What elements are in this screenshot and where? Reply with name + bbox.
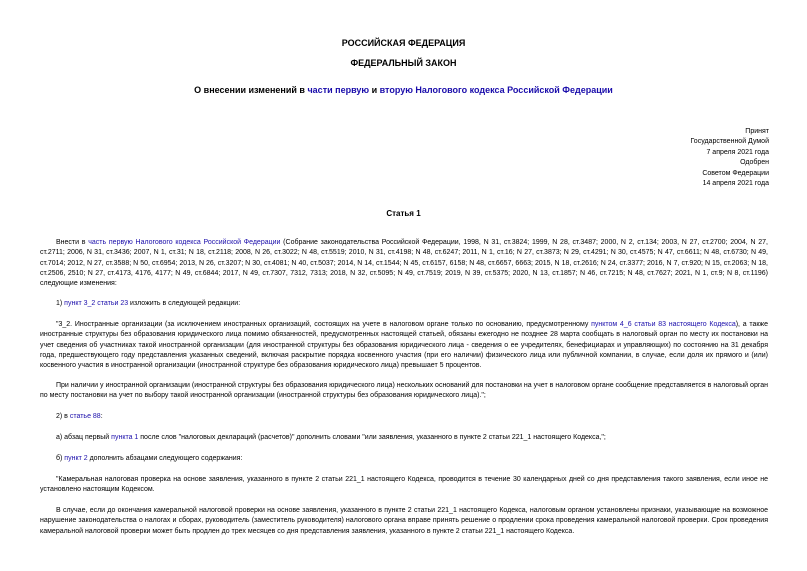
adoption-info xyxy=(619,127,769,189)
quote-1-prefix: "3_2. Иностранные организации (за исключением иностранных организаций, состоящих на учете в налоговом органе только по основанию, предусмотренному xyxy=(56,321,592,328)
law-title-prefix: О внесении изменений в xyxy=(194,85,308,95)
item-2b-prefix: б) xyxy=(56,455,65,462)
article-title: Статья 1 xyxy=(386,209,421,218)
intro-sources: (Собрание законодательства Российской Федерации, 1998, N 31, ст.3824; 1999, N 28, ст.3487; 2000, N 2, ст.134; 2003, N 27, ст.2700; 2004, N 27, ст.2711; 2006, N 31, ст.3436; 2007, N 1, ст.31; N 18, ст.2118; 2008, N 26, ст.3022; N 48, ст.5519; 2010, N 31, ст.4198; N 48, ст.6247; 2011, N 1, ст.16; N 27, ст.3873; N 29, ст.4291; N 30, ст.4575; N 47, ст.6611; N 48, ст.6730; N 49, ст.7014; 2012, N 27, ст.3588; N 50, ст.6954; 2013, N 26, ст.3207; N 30, ст.4081; N 40, ст.5037; 2014, N 14, ст.1544; N 45, ст.6157, 6158; N 48, ст.6657, 6663; 2015, N 18, ст.2616; N 24, ст.3377; 2016, N 7, ст.920; N 15, ст.2063; N 18, ст.2506, 2510; N 27, ст.4173, 4176, 4177; N 49, ст.6844; 2017, N 49, ст.7307, 7312, 7313; 2018, N 32, ст.5095; N 49, ст.7519; 2019, N 39, ст.5375; 2020, N 13, ст.1857; N 46, ст.7215; N 48, ст.7627; 2021, N 1, ст.9; N 8, ст.1196) следующие изменения: xyxy=(40,239,768,288)
approved-label: Одобрен xyxy=(740,159,769,167)
item-1-prefix: 1) xyxy=(56,300,65,307)
approved-by: Советом Федерации xyxy=(702,169,769,177)
item-2-prefix: 2) в xyxy=(56,413,70,420)
clause-1-link[interactable]: пункта 1 xyxy=(111,434,139,441)
quote-1-text: ), а также иностранные структуры без образования юридического лица помимо обязанностей, предусмотренных настоящей статьей, обязаны ежегодно не позднее 28 марта сообщать в налоговый орган по месту их постановки на учет сведения об участниках такой иностранной организации (для иностранной структуры без образования юридического лица - сведения о ее учредителях, бенефициарах и управляющих) по состоянию на 31 декабря года, предшествующего году представления указанных сведений, включая раскрытие порядка косвенного участия (при его наличии) физического лица или публичной компании, в случае, если доля их прямого и (или) косвенного участия в иностранной организации (иностранной структуре без образования юридического лица) превышает 5 процентов. xyxy=(40,321,769,370)
law-title xyxy=(0,85,807,95)
item-2-text: : xyxy=(100,413,103,420)
intro-prefix: Внести в xyxy=(56,239,89,246)
adopted-label: Принят xyxy=(745,128,769,135)
item-2a-text: после слов "налоговых деклараций (расчетов)" дополнить словами "или заявления, указанного в пункте 2 статьи 221_1 настоящего Кодекса,"; xyxy=(138,434,606,441)
law-title-conj: и xyxy=(369,85,380,95)
item-2a-prefix: а) абзац первый xyxy=(56,434,112,441)
country-heading: РОССИЙСКАЯ ФЕДЕРАЦИЯ xyxy=(341,38,466,48)
item-2b xyxy=(56,454,768,464)
approved-date: 14 апреля 2021 года xyxy=(702,180,769,188)
quote-paragraph-4: В случае, если до окончания камеральной налоговой проверки на основе заявления, указанного в пункте 2 статьи 221_1 настоящего Кодекса, налоговым органом установлены признаки, указывающие на возможное нарушение законодательства о налогах и сборах, руководитель (заместитель руководителя) налогового органа вправе принять решение о продлении срока проведения камеральной налоговой проверки. Срок проведения камеральной налоговой проверки может быть продлен до трех месяцев со дня представления заявления, указанного в пункте 2 статьи 221_1 настоящего Кодекса. xyxy=(40,507,768,535)
adopted-by: Государственной Думой xyxy=(690,138,769,146)
item-2 xyxy=(56,412,768,422)
clause-4-6-article-83-link[interactable]: пунктом 4_6 статьи 83 настоящего Кодекса xyxy=(591,321,736,328)
article-88-link[interactable]: статье 88 xyxy=(69,413,101,420)
tax-code-link[interactable]: вторую Налогового кодекса Российской Федерации xyxy=(379,85,613,95)
intro-paragraph xyxy=(40,238,768,289)
item-1 xyxy=(56,299,768,309)
part-one-link[interactable]: части первую xyxy=(307,85,370,95)
clause-2-link[interactable]: пункт 2 xyxy=(64,455,88,462)
item-2b-text: дополнить абзацами следующего содержания: xyxy=(87,455,243,462)
quote-paragraph-2: При наличии у иностранной организации (иностранной структуры без образования юридического лица) нескольких оснований для постановки на учет в налоговом органе сообщение представляется в налоговый орган по месту постановки на учет по выбору такой иностранной организации (иностранной структуры без образования юридического лица)."; xyxy=(40,382,768,400)
item-2a xyxy=(56,433,768,443)
quote-paragraph-3: "Камеральная налоговая проверка на основе заявления, указанного в пункте 2 статьи 221_1 настоящего Кодекса, проводится в течение 30 календарных дней со дня представления такого заявления, если иное не установлено настоящим Кодексом. xyxy=(40,476,768,494)
item-1-text: изложить в следующей редакции: xyxy=(128,300,241,307)
clause-3-2-article-23-link[interactable]: пункт 3_2 статьи 23 xyxy=(64,300,129,307)
adopted-date: 7 апреля 2021 года xyxy=(706,148,769,156)
document-type-heading: ФЕДЕРАЛЬНЫЙ ЗАКОН xyxy=(350,58,457,68)
part-one-tax-code-link[interactable]: часть первую Налогового кодекса Российской Федерации xyxy=(88,239,281,246)
quote-paragraph-1 xyxy=(40,320,768,371)
